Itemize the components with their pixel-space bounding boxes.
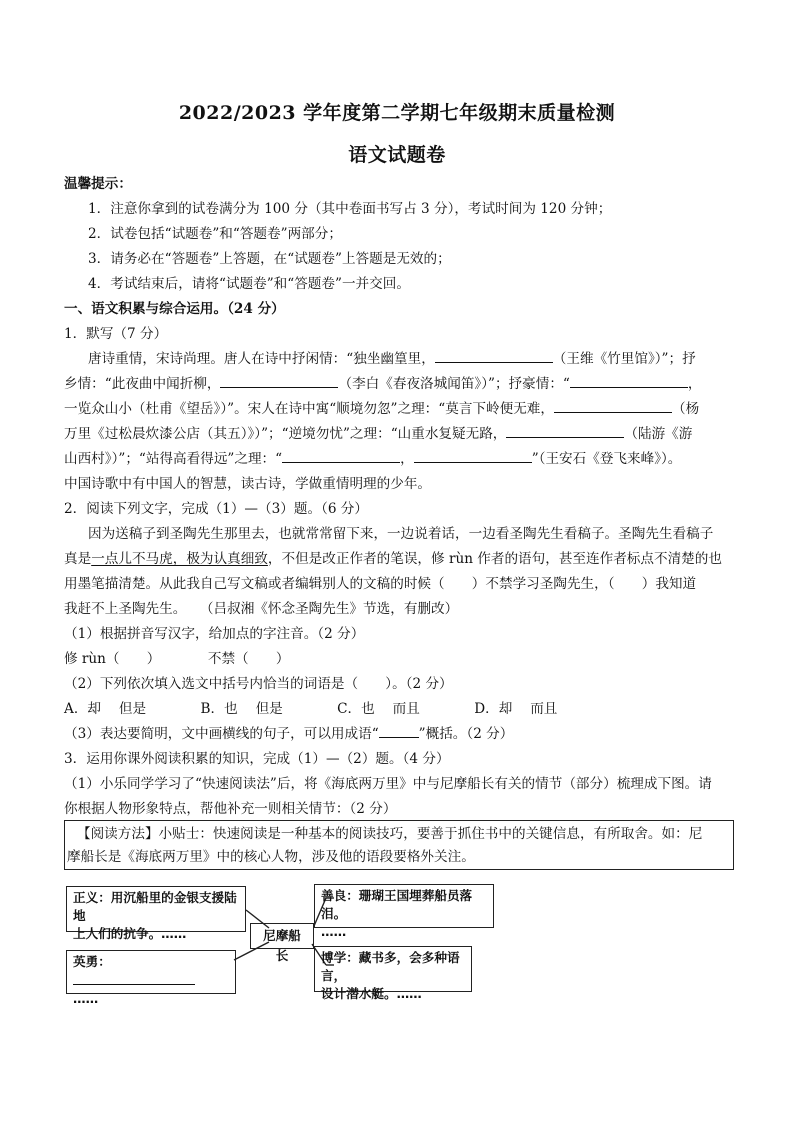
diagram-box-learning: 博学：藏书多，会多种语言， 设计潜水艇。…… (314, 946, 472, 992)
tips-heading: 温馨提示： (64, 176, 132, 192)
diagram-box-bravery: 英勇： …… (66, 950, 236, 994)
q1-line-6: 中国诗歌中有中国人的智慧，读古诗，学做重情明理的少年。 (64, 476, 432, 492)
tip-item-2: 2．试卷包括“试题卷”和“答题卷”两部分； (88, 226, 342, 242)
answer-blank[interactable] (73, 971, 195, 985)
answer-blank[interactable] (220, 374, 338, 388)
q2-passage-4: 我赶不上圣陶先生。 （吕叔湘《怀念圣陶先生》节选，有删改） (64, 601, 459, 617)
q1-label: 1．默写（7 分） (64, 326, 168, 342)
q1-line-1: 唐诗重情，宋诗尚理。唐人在诗中抒闲情：“独坐幽篁里， （王维《竹里馆》）”；抒 (88, 351, 696, 367)
q2-sub-1: （1）根据拼音写汉字，给加点的字注音。（2 分） (64, 626, 365, 642)
reading-tip-box (64, 820, 734, 870)
section-heading: 一、语文积累与综合运用。（24 分） (64, 301, 285, 317)
character-diagram (64, 880, 504, 1006)
q2-passage-2: 真是一点儿不马虎，极为认真细致，不但是改正作者的笔误，修 rùn 作者的语句，甚至连作者标点不清楚的也 (64, 551, 722, 567)
q1-line-2: 乡情：“此夜曲中闻折柳， （李白《春夜洛城闻笛》）”；抒豪情：“ ， (64, 376, 702, 392)
exam-subtitle: 语文试题卷 (348, 144, 446, 166)
q2-passage-1: 因为送稿子到圣陶先生那里去，也就常常留下来，一边说着话，一边看圣陶先生看稿子。圣陶先生看稿子 (88, 526, 714, 542)
answer-blank[interactable] (570, 374, 688, 388)
answer-blank[interactable] (414, 449, 532, 463)
q2-sub-3: （3）表达要简明，文中画横线的句子，可以用成语“ ”概括。（2 分） (64, 726, 514, 742)
q1-line-4: 万里《过松晨炊漆公店（其五）》）”；“逆境勿忧”之理：“山重水复疑无路， （陆游《游 (64, 426, 693, 442)
diagram-box-justice: 正义：用沉船里的金银支援陆地 上人们的抗争。…… (66, 886, 246, 932)
tip-item-4: 4．考试结束后，请将“试题卷”和“答题卷”一并交回。 (88, 276, 410, 292)
answer-blank[interactable] (435, 349, 553, 363)
q1-line-5: 山西村》）”；“站得高看得远”之理：“ ， ”（王安石《登飞来峰》）。 (64, 451, 682, 467)
q2-sub-2: （2）下列依次填入选文中括号内恰当的词语是（ ）。（2 分） (64, 676, 453, 692)
diagram-box-kindness: 善良：珊瑚王国埋葬船员落泪。 …… (314, 884, 494, 928)
answer-blank[interactable] (506, 424, 624, 438)
answer-blank[interactable] (554, 399, 672, 413)
q3-sub-1a: （1）小乐同学学习了“快速阅读法”后，将《海底两万里》中与尼摩船长有关的情节（部分）梳理成下图。请 (64, 776, 712, 792)
diagram-center-nemo: 尼摩船长 (250, 923, 314, 949)
underlined-sentence: 一点儿不马虎，极为认真细致 (91, 551, 268, 567)
answer-blank[interactable] (379, 724, 419, 738)
q2-sub-1-answer: 修 rùn（ ） 不禁（ ） (64, 651, 290, 667)
q1-line-3: 一览众山小（杜甫《望岳》）”。宋人在诗中寓“顺境勿忽”之理：“莫言下岭便无难， （杨 (64, 401, 700, 417)
q2-sub-2-options: A．却 但是 B．也 但是 C．也 而且 D．却 而且 (64, 701, 558, 717)
q3-label: 3．运用你课外阅读积累的知识，完成（1）—（2）题。（4 分） (64, 751, 450, 767)
q2-passage-3: 用墨笔描清楚。从此我自己写文稿或者编辑别人的文稿的时候（ ）不禁学习圣陶先生，（ ）我知道 (64, 576, 697, 592)
tip-line-2: 摩船长是《海底两万里》中的核心人物，涉及他的语段要格外关注。 (67, 849, 475, 865)
tip-item-1: 1．注意你拿到的试卷满分为 100 分（其中卷面书写占 3 分），考试时间为 120 分钟； (88, 201, 612, 217)
answer-blank[interactable] (282, 449, 400, 463)
tip-line-1: 【阅读方法】小贴士：快速阅读是一种基本的阅读技巧，要善于抓住书中的关键信息，有所取舍。如：尼 (77, 826, 703, 842)
q2-label: 2．阅读下列文字，完成（1）—（3）题。（6 分） (64, 501, 368, 517)
exam-title: 2022/2023 学年度第二学期七年级期末质量检测 (178, 102, 616, 124)
tip-item-3: 3．请务必在“答题卷”上答题，在“试题卷”上答题是无效的； (88, 251, 451, 267)
q3-sub-1b: 你根据人物形象特点，帮他补充一则相关情节：（2 分） (64, 801, 397, 817)
